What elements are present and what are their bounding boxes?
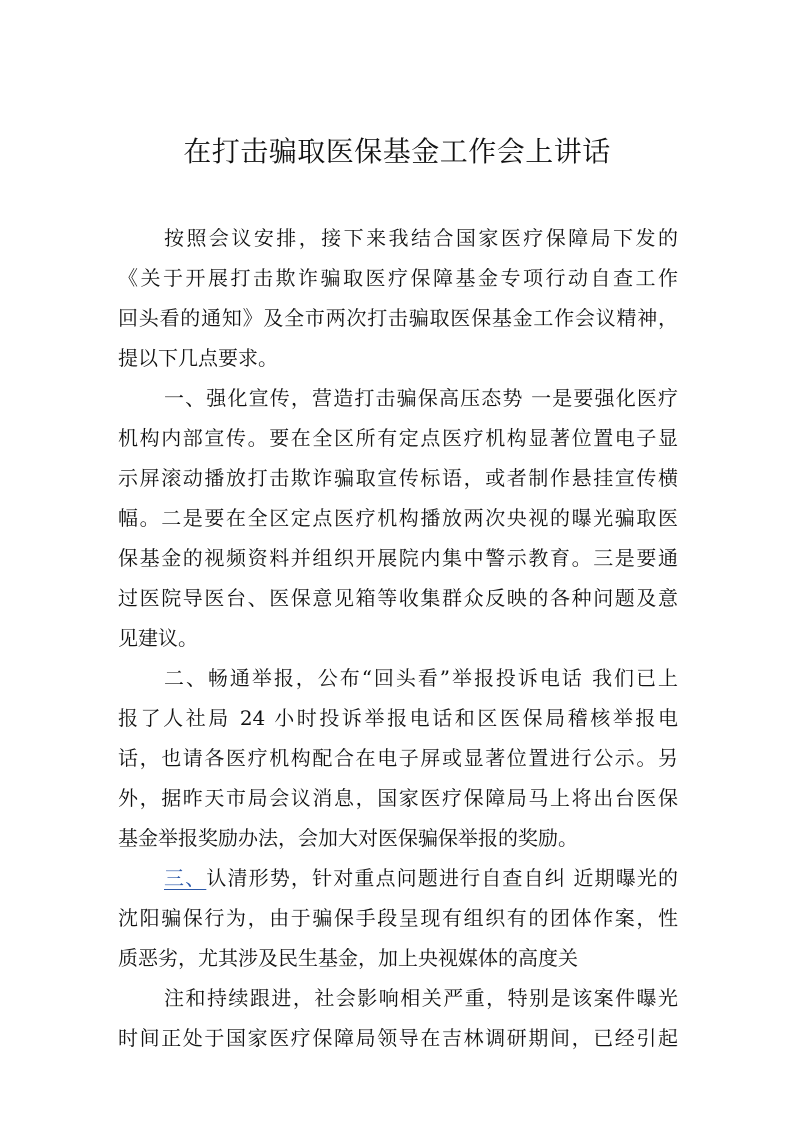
paragraph-line: 报了人社局 24 小时投诉举报电话和区医保局稽核举报电 — [118, 706, 678, 730]
paragraph-line: 幅。二是要在全区定点医疗机构播放两次央视的曝光骗取医 — [118, 506, 678, 530]
paragraph-line: 话，也请各医疗机构配合在电子屏或显著位置进行公示。另 — [118, 746, 678, 770]
paragraph-line: 注和持续跟进，社会影响相关严重，特别是该案件曝光 — [164, 986, 678, 1010]
paragraph-line: 示屏滚动播放打击欺诈骗取宣传标语，或者制作悬挂宣传横 — [118, 466, 678, 490]
paragraph-line: 《关于开展打击欺诈骗取医疗保障基金专项行动自查工作 — [118, 266, 678, 290]
paragraph-line: 回头看的通知》及全市两次打击骗取医保基金工作会议精神， — [118, 306, 678, 330]
paragraph-line: 按照会议安排，接下来我结合国家医疗保障局下发的 — [164, 226, 678, 250]
paragraph-line: 二、畅通举报，公布“回头看”举报投诉电话 我们已上 — [164, 666, 678, 690]
paragraph-line: 一、强化宣传，营造打击骗保高压态势 一是要强化医疗 — [164, 386, 678, 410]
paragraph-line: 提以下几点要求。 — [118, 346, 278, 370]
section-three-link[interactable]: 三、 — [164, 866, 207, 890]
page-title: 在打击骗取医保基金工作会上讲话 — [183, 135, 611, 168]
paragraph-line: 机构内部宣传。要在全区所有定点医疗机构显著位置电子显 — [118, 426, 678, 450]
paragraph-line: 基金举报奖励办法，会加大对医保骗保举报的奖励。 — [118, 826, 578, 850]
section-three-heading-text: 认清形势，针对重点问题进行自查自纠 近期曝光的 — [206, 866, 679, 890]
section-three-line — [164, 858, 678, 898]
paragraph-line: 外，据昨天市局会议消息，国家医疗保障局马上将出台医保 — [118, 786, 678, 810]
paragraph-line: 见建议。 — [118, 626, 198, 650]
paragraph-line: 质恶劣，尤其涉及民生基金，加上央视媒体的高度关 — [118, 946, 578, 970]
paragraph-line: 时间正处于国家医疗保障局领导在吉林调研期间，已经引起 — [118, 1026, 678, 1050]
paragraph-line: 保基金的视频资料并组织开展院内集中警示教育。三是要通 — [118, 546, 678, 570]
paragraph-line: 沈阳骗保行为，由于骗保手段呈现有组织有的团体作案，性 — [118, 906, 678, 930]
paragraph-line: 过医院导医台、医保意见箱等收集群众反映的各种问题及意 — [118, 586, 678, 610]
